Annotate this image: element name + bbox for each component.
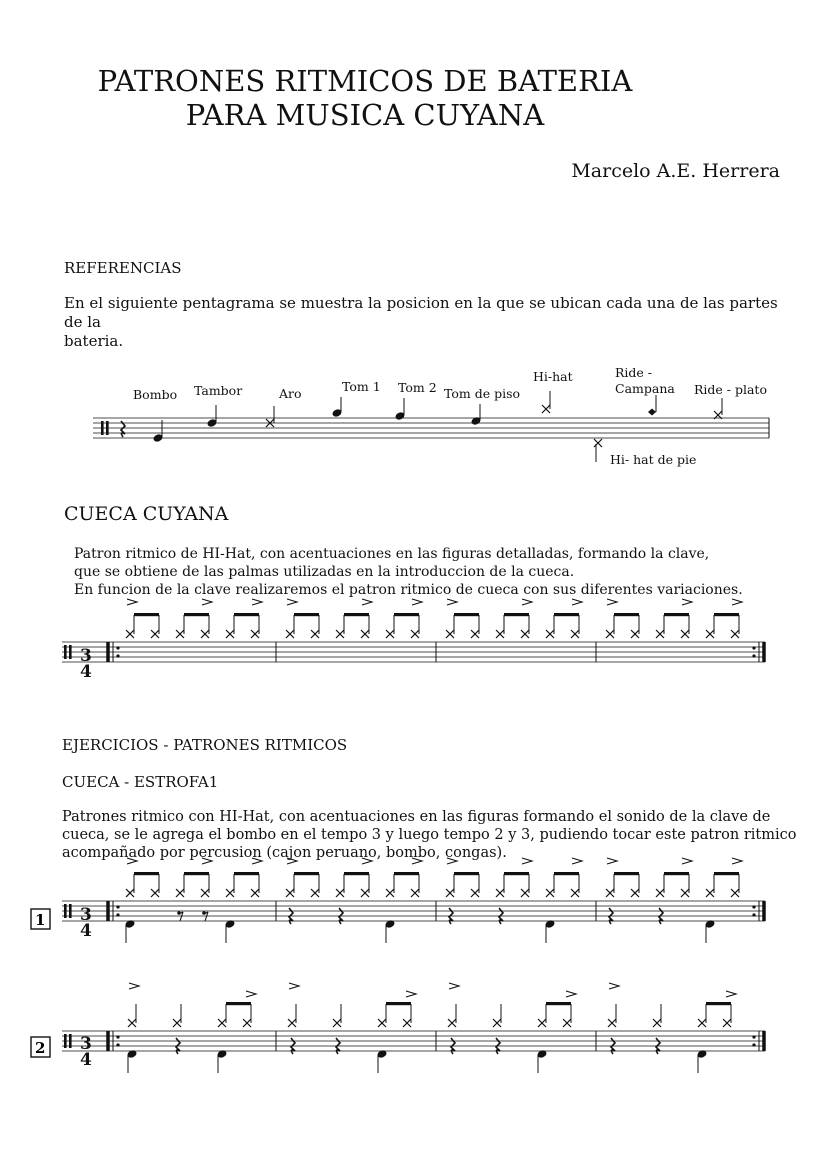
system-1-beam [554,872,579,875]
system-2-percussion-clef [69,1034,72,1048]
ejercicios-subheading: CUECA - ESTROFA1 [62,773,219,791]
note-ride-campana [648,409,656,416]
label-tom1: Tom 1 [342,379,381,394]
system-2-accent [726,991,736,997]
referencias-text-line-1: En el siguiente pentagrama se muestra la posicion en la que se ubican cada una de las partes de la [64,294,778,331]
time-sig-sys2-den: 4 [80,1050,92,1070]
system-2-beam [546,1002,571,1005]
reference-percussion-clef [101,421,104,435]
cueca-text-line-1: Patron ritmico de HI-Hat, con acentuaciones en las figuras detalladas, formando la clave, [74,546,710,562]
system-1-beam [344,872,369,875]
cueca-clave-accent [572,599,582,605]
system-2-repeat-end [752,1035,755,1038]
composer: Marcelo A.E. Herrera [571,160,780,182]
system-2-accent [609,983,619,989]
system-1-percussion-clef [69,904,72,918]
system-1-beam [664,872,689,875]
cueca-clave-accent [287,599,297,605]
system-1-accent [252,858,262,864]
system-1-beam [184,872,209,875]
cueca-clave-accent [732,599,742,605]
time-sig-sys1-den: 4 [80,921,92,941]
ejercicios-text-line-1: Patrones ritmico con HI-Hat, con acentuaciones en las figuras formando el sonido de la clave de [62,809,771,825]
cueca-clave-accent [202,599,212,605]
cueca-clave-beam [614,613,639,616]
system-1-beam [134,872,159,875]
system-1-accent [732,858,742,864]
ejercicios-heading: EJERCICIOS - PATRONES RITMICOS [62,736,348,754]
cueca-clave-accent [447,599,457,605]
system-2-accent [129,983,139,989]
ejercicios-text-line-2: cueca, se le agrega el bombo en el tempo 3 y luego tempo 2 y 3, pudiendo tocar este patron ritmico [62,827,797,843]
cueca-clave-beam [714,613,739,616]
cueca-clave-accent [522,599,532,605]
cueca-clave-beam [664,613,689,616]
cueca-clave-beam [234,613,259,616]
label-ride-plato: Ride - plato [694,382,767,397]
system-number-1 [31,909,50,929]
system-1-repeat-start [116,913,119,916]
cueca-clave-accent [412,599,422,605]
label-hihat-pie: Hi- hat de pie [610,452,697,467]
cueca-heading: CUECA CUYANA [64,503,229,525]
label-ride-campana-2: Campana [615,381,675,396]
cueca-clave-beam [454,613,479,616]
cueca-clave-beam [294,613,319,616]
system-1-accent [412,858,422,864]
time-sig-sys2-num: 3 [80,1034,92,1054]
system-number-2 [31,1037,50,1057]
system-2-accent [566,991,576,997]
label-tambor: Tambor [194,383,243,398]
system-1-percussion-clef [64,904,67,918]
system-1-beam [504,872,529,875]
cueca-clave-beam [554,613,579,616]
referencias-text-line-2: bateria. [64,332,124,350]
system-1-beam [234,872,259,875]
cueca-clave-beam [504,613,529,616]
system-1-repeat-start [116,905,119,908]
cueca-clave-accent [607,599,617,605]
system-1-repeat-end [752,913,755,916]
cueca-clave-beam [394,613,419,616]
system-1-beam [714,872,739,875]
system-1-beam [394,872,419,875]
system-1-beam [454,872,479,875]
time-sig-cueca-num: 3 [80,646,92,666]
system-2-repeat-end [752,1043,755,1046]
label-aro: Aro [279,386,302,401]
time-sig-sys1-num: 3 [80,905,92,925]
label-ride-campana-1: Ride - [615,365,653,380]
system-1-accent [127,858,137,864]
cueca-clave-accent [682,599,692,605]
label-tom2: Tom 2 [398,380,437,395]
label-hihat: Hi-hat [533,369,573,384]
system-1-accent [682,858,692,864]
system-1-beam [614,872,639,875]
cueca-clave-repeat-start [116,646,119,649]
cueca-clave-accent [252,599,262,605]
system-2-accent [406,991,416,997]
system-2-repeat-start [116,1035,119,1038]
cueca-clave-beam [344,613,369,616]
cueca-clave-percussion-clef [69,645,72,659]
system-1-repeat-end [752,905,755,908]
cueca-clave-repeat-end [752,654,755,657]
cueca-text-line-3: En funcion de la clave realizaremos el patron ritmico de cueca con sus diferentes variaciones. [74,582,743,598]
reference-percussion-clef [106,421,109,435]
system-1-accent [607,858,617,864]
cueca-clave-beam [184,613,209,616]
system-2-accent [449,983,459,989]
system-2-percussion-clef [64,1034,67,1048]
cueca-text-line-2: que se obtiene de las palmas utilizadas en la introduccion de la cueca. [74,564,575,580]
system-1-accent [287,858,297,864]
system-number-2-text: 2 [35,1039,46,1057]
system-2-accent [246,991,256,997]
system-2-beam [386,1002,411,1005]
system-1-accent [202,858,212,864]
system-1-beam [294,872,319,875]
title-line-1: PATRONES RITMICOS DE BATERIA [97,64,633,98]
cueca-clave-accent [362,599,372,605]
label-tom-piso: Tom de piso [444,386,521,401]
system-1-accent [572,858,582,864]
cueca-clave-accent [127,599,137,605]
system-number-1-text: 1 [35,911,46,929]
cueca-clave-percussion-clef [64,645,67,659]
system-2-accent [289,983,299,989]
system-1-accent [362,858,372,864]
system-1-accent [522,858,532,864]
system-2-repeat-start [116,1043,119,1046]
cueca-clave-repeat-start [116,654,119,657]
time-sig-cueca-den: 4 [80,662,92,682]
system-2-beam [706,1002,731,1005]
ejercicios-text-line-3: acompañado por percusion (cajon peruano, bombo, congas). [62,845,507,861]
cueca-clave-repeat-end [752,646,755,649]
label-bombo: Bombo [133,387,178,402]
cueca-clave-beam [134,613,159,616]
system-2-beam [226,1002,251,1005]
system-1-accent [447,858,457,864]
title-line-2: PARA MUSICA CUYANA [185,98,545,132]
referencias-heading: REFERENCIAS [64,259,182,277]
